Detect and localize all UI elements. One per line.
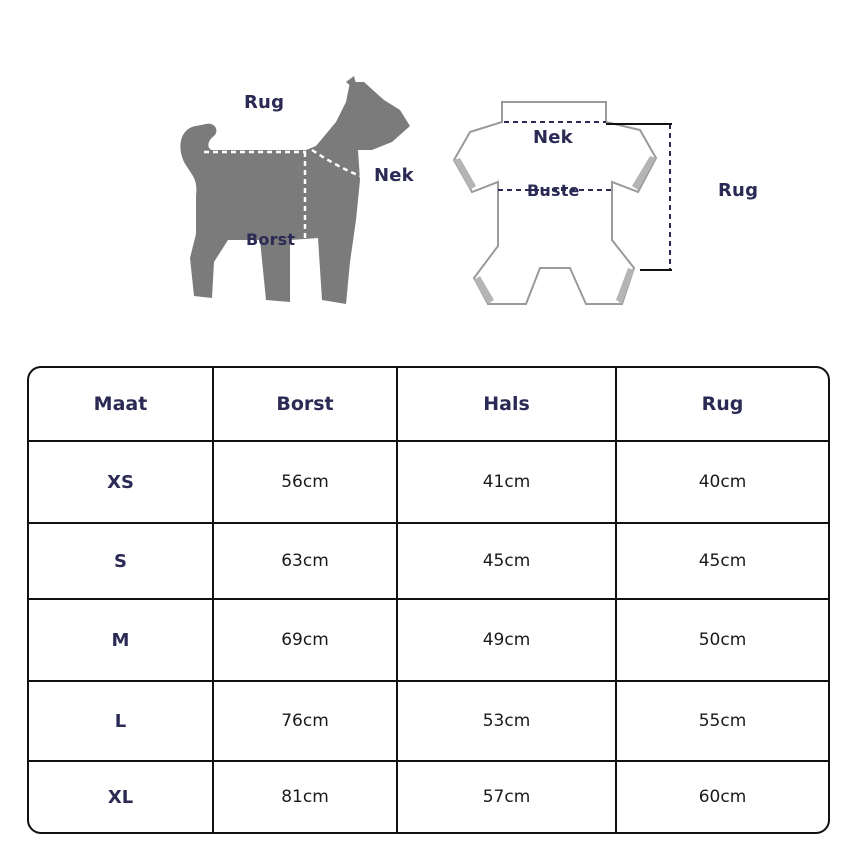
back-cell: 40cm bbox=[617, 442, 828, 524]
size-cell: XS bbox=[29, 442, 214, 524]
size-cell: M bbox=[29, 600, 214, 682]
garment-back-label: Rug bbox=[718, 180, 759, 201]
chest-cell: 56cm bbox=[214, 442, 398, 524]
neck-cell: 57cm bbox=[398, 762, 617, 832]
size-chart-table bbox=[27, 366, 830, 834]
measurement-illustration bbox=[0, 0, 848, 340]
size-cell: L bbox=[29, 682, 214, 762]
garment-neck-label: Nek bbox=[533, 127, 573, 148]
back-cell: 60cm bbox=[698, 787, 747, 807]
back-cell: 45cm bbox=[617, 524, 828, 600]
neck-cell: 53cm bbox=[398, 682, 617, 762]
neck-cell: 41cm bbox=[398, 442, 617, 524]
size-cell: XL bbox=[29, 762, 214, 832]
back-cell: 50cm bbox=[617, 600, 828, 682]
header-neck: Hals bbox=[398, 368, 617, 442]
dog-chest-label: Borst bbox=[246, 230, 296, 249]
chest-cell: 81cm bbox=[214, 762, 398, 832]
header-back: Rug bbox=[617, 368, 828, 442]
chest-cell: 76cm bbox=[214, 682, 398, 762]
dog-neck-label: Nek bbox=[374, 165, 414, 186]
neck-cell: 49cm bbox=[398, 600, 617, 682]
dog-back-label: Rug bbox=[244, 92, 285, 113]
garment-bust-label: Buste bbox=[527, 181, 580, 200]
back-cell: 55cm bbox=[617, 682, 828, 762]
dog-silhouette-icon bbox=[0, 0, 848, 340]
neck-cell: 45cm bbox=[398, 524, 617, 600]
chest-cell: 69cm bbox=[214, 600, 398, 682]
header-size: Maat bbox=[29, 368, 214, 442]
chest-cell: 63cm bbox=[214, 524, 398, 600]
header-chest: Borst bbox=[214, 368, 398, 442]
size-cell: S bbox=[29, 524, 214, 600]
